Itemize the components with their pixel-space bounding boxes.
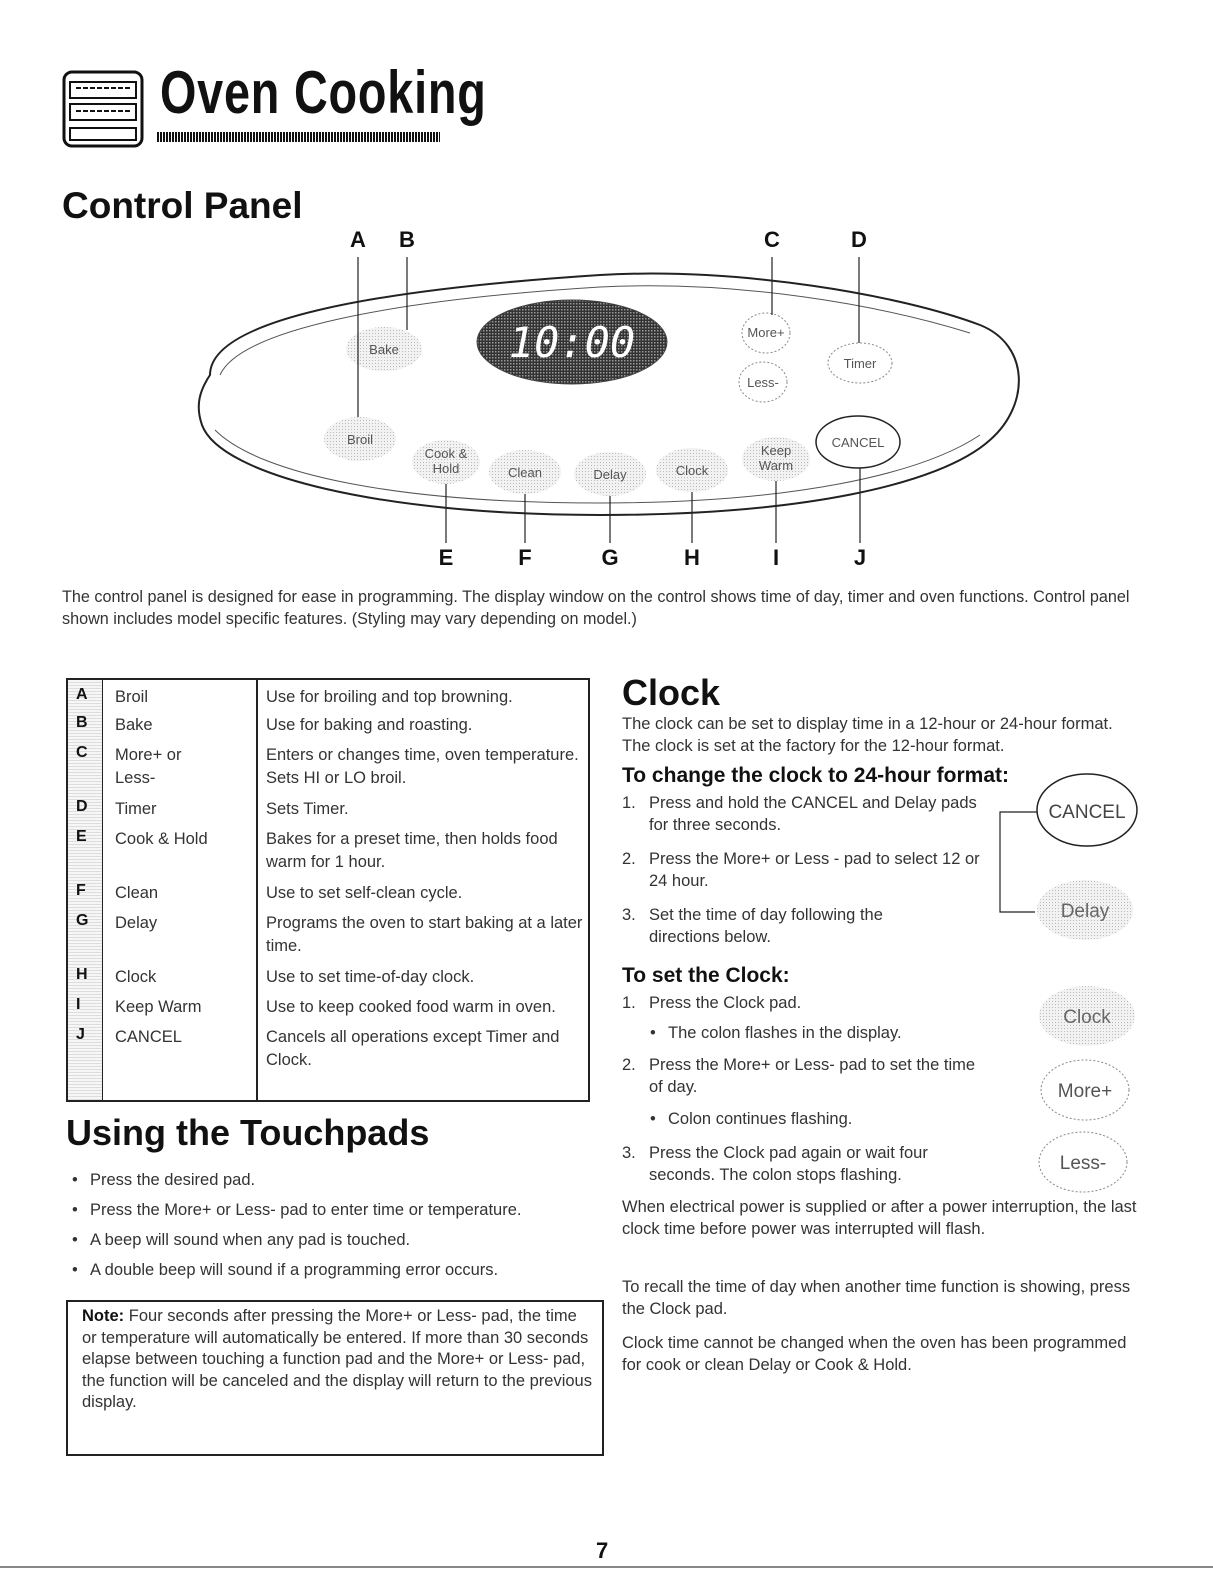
less-pad-illustration [1039, 1132, 1127, 1192]
svg-text:Delay: Delay [1060, 901, 1110, 922]
note-label: Note: [82, 1307, 125, 1325]
svg-text:Cook &: Cook & [424, 446, 468, 461]
more-pad[interactable] [742, 313, 790, 353]
clock-pad[interactable] [656, 448, 728, 492]
set-clock-heading: To set the Clock: [622, 964, 790, 987]
change-step-3: 3. Set the time of day following the directions below. [622, 906, 883, 946]
oven-icon [62, 66, 144, 148]
display-readout: 10:00 [508, 318, 636, 367]
svg-text:Less-: Less- [747, 375, 779, 390]
clock-intro: The clock can be set to display time in a 12-hour or 24-hour format. The clock is set at the factory for the 12-hour format. [622, 715, 1113, 755]
clock-pad-illustration [1039, 986, 1135, 1046]
set-step-1: 1. Press the Clock pad. [622, 994, 802, 1012]
more-pad-illustration [1041, 1060, 1129, 1120]
set-sub-2: • Colon continues flashing. [650, 1108, 990, 1130]
svg-text:Keep: Keep [760, 443, 792, 458]
clock-change-restriction-text: Clock time cannot be changed when the oven has been programmed for cook or clean Delay or Cook & Hold. [622, 1334, 1127, 1374]
set-step-2: 2. Press the More+ or Less- pad to set the time of day. [622, 1056, 976, 1096]
title-underline [157, 132, 440, 142]
clock-heading: Clock [622, 672, 721, 713]
svg-text:Clean: Clean [508, 465, 542, 480]
note-box [66, 1300, 604, 1456]
svg-text:Warm: Warm [758, 458, 794, 473]
touchpads-heading: Using the Touchpads [66, 1112, 430, 1153]
cancel-pad[interactable] [816, 416, 900, 468]
recall-time-text: To recall the time of day when another time function is showing, press the Clock pad. [622, 1278, 1131, 1318]
callout-e: E [438, 545, 454, 570]
list-item: • A beep will sound when any pad is touched. [66, 1228, 606, 1252]
svg-text:Clock: Clock [1063, 1007, 1111, 1028]
callout-b: B [399, 227, 415, 252]
change-step-1: 1. Press and hold the CANCEL and Delay pads for three seconds. [622, 794, 977, 834]
touchpads-list [66, 1168, 606, 1288]
broil-pad[interactable] [324, 417, 396, 461]
page-bottom-rule [0, 1566, 1213, 1568]
less-pad[interactable] [739, 362, 787, 402]
svg-text:More+: More+ [1057, 1081, 1113, 1102]
svg-text:CANCEL: CANCEL [831, 435, 885, 450]
change-format-heading: To change the clock to 24-hour format: [622, 764, 1009, 787]
clock-pads-illustration [995, 752, 1165, 1198]
svg-text:Clock: Clock [675, 463, 709, 478]
page-number: 7 [596, 1538, 609, 1563]
clean-pad[interactable] [489, 450, 561, 494]
function-table: A Broil Use for broiling and top browning. B Bake Use for baking and roasting. C More+ or Less- Enters or changes time, oven temperature. Sets HI or LO broil. D Timer Sets Timer. E Cook & Hold Bakes for a preset time, then holds food warm for 1 hour. F Clean Use to set self-clean cycle. G Delay Programs the oven to start baking at a later time. H Clock Use to set time-of-day clock. I Keep Warm Use to keep cooked food warm in oven. J CANCEL Cancels all operations except Timer and Clock. [66, 678, 590, 1102]
callout-j: J [853, 545, 867, 570]
control-panel-heading: Control Panel [62, 185, 303, 226]
note-text: Four seconds after pressing the More+ or Less- pad, the time or temperature will automatically be entered. If more than 30 seconds elapse between touching a function pad and the More+ or Less- pad, the function will be canceled and the display will return to the previous display. [82, 1307, 592, 1411]
delay-pad[interactable] [574, 452, 646, 496]
callout-c: C [764, 227, 780, 252]
keep-warm-pad[interactable] [742, 437, 810, 481]
svg-text:Hold: Hold [432, 461, 460, 476]
callout-a: A [350, 227, 366, 252]
change-step-2: 2. Press the More+ or Less - pad to select 12 or 24 hour. [622, 850, 980, 890]
svg-text:Less-: Less- [1059, 1153, 1107, 1174]
list-item: • A double beep will sound if a programming error occurs. [66, 1258, 606, 1282]
set-step-3: 3. Press the Clock pad again or wait four seconds. The colon stops flashing. [622, 1144, 928, 1184]
power-interruption-text: When electrical power is supplied or after a power interruption, the last clock time before power was interrupted will flash. [622, 1198, 1137, 1238]
callout-d: D [851, 227, 867, 252]
svg-text:Bake: Bake [369, 342, 399, 357]
callout-i: I [772, 545, 780, 570]
page-title: Oven Cooking [160, 59, 487, 126]
svg-text:Timer: Timer [843, 356, 877, 371]
list-item: • Press the More+ or Less- pad to enter time or temperature. [66, 1198, 606, 1222]
set-sub-1: • The colon flashes in the display. [650, 1022, 990, 1044]
callout-h: H [684, 545, 700, 570]
list-item: • Press the desired pad. [66, 1168, 606, 1192]
delay-pad-illustration [1037, 880, 1133, 940]
callout-g: G [601, 545, 619, 570]
cancel-pad-illustration [1037, 774, 1137, 846]
svg-text:Broil: Broil [346, 432, 374, 447]
timer-pad[interactable] [828, 343, 892, 383]
svg-text:Delay: Delay [593, 467, 627, 482]
svg-text:CANCEL: CANCEL [1048, 802, 1126, 823]
control-panel-diagram [180, 225, 1030, 570]
cook-hold-pad[interactable] [412, 440, 480, 484]
callout-f: F [518, 545, 532, 570]
control-panel-intro: The control panel is designed for ease in programming. The display window on the control shows time of day, timer and oven functions. Control panel shown includes model specific features. (Styling may vary depending on model.) [62, 588, 1130, 628]
svg-text:More+: More+ [747, 325, 785, 340]
